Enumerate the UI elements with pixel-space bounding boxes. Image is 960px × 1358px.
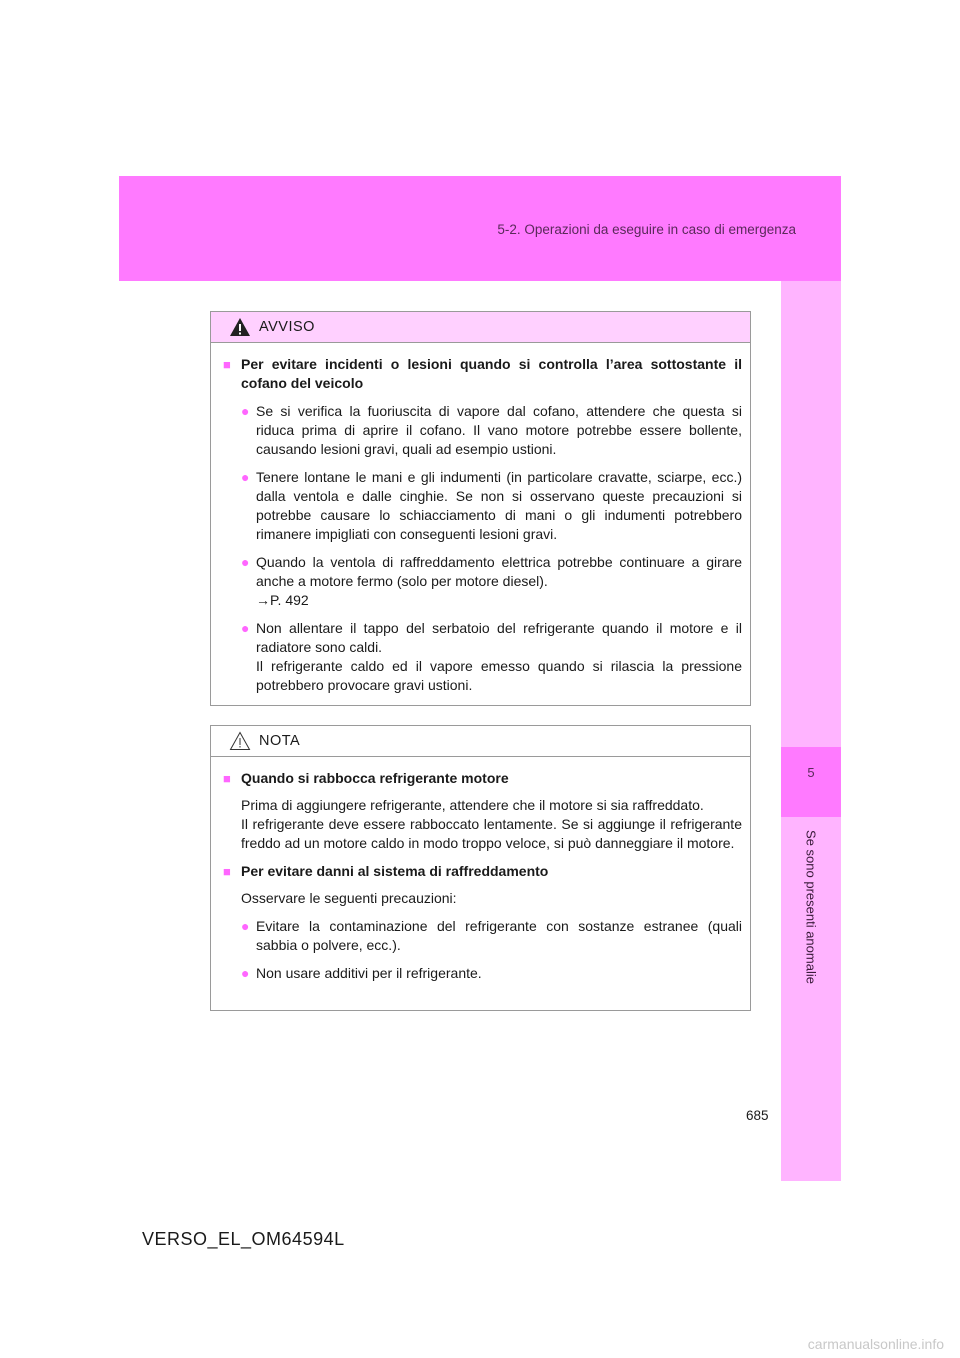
chapter-title: Se sono presenti anomalie: [803, 830, 819, 984]
note-box: [210, 725, 751, 1011]
square-bullet-icon: ■: [223, 771, 231, 786]
chapter-number: 5: [807, 765, 815, 780]
warning-bullet: ● Non allentare il tappo del serbatoio del refrigerante quando il motore e il radiatore sono caldi. Il refrigerante caldo ed il vapore emesso quando si rilascia la pressione potrebbero provocare gravi ustioni.: [241, 620, 742, 693]
warning-bullet: ● Se si verifica la fuoriuscita di vapore dal cofano, attendere che questa si riduca prima di aprire il cofano. Il vano motore potrebbe essere bollente, causando lesioni gravi, quali ad esempio ustioni.: [241, 403, 742, 457]
note-section-title: ■ Per evitare danni al sistema di raffreddamento: [223, 863, 549, 879]
warning-box-header: [211, 312, 750, 343]
warning-section-title: ■ Per evitare incidenti o lesioni quando si controlla l’area sottostante il cofano del veicolo: [223, 356, 742, 391]
chapter-title-container: [781, 817, 841, 997]
warning-bullet: ● Quando la ventola di raffreddamento elettrica potrebbe continuare a girare anche a motore fermo (solo per motore diesel). →P. 492: [241, 554, 742, 608]
round-bullet-icon: ●: [241, 965, 250, 981]
round-bullet-icon: ●: [241, 403, 250, 419]
note-section-title: ■ Quando si rabbocca refrigerante motore: [223, 770, 509, 786]
note-label: NOTA: [259, 733, 301, 749]
square-bullet-icon: ■: [223, 357, 231, 372]
note-box-header: [211, 726, 750, 757]
round-bullet-icon: ●: [241, 918, 250, 934]
site-watermark: carmanualsonline.info: [807, 1336, 944, 1352]
note-bullet: ● Evitare la contaminazione del refrigerante con sostanze estranee (quali sabbia o polvere, ecc.).: [241, 918, 742, 953]
round-bullet-icon: ●: [241, 469, 250, 485]
round-bullet-icon: ●: [241, 554, 250, 570]
warning-outline-icon: [229, 731, 251, 751]
round-bullet-icon: ●: [241, 620, 250, 636]
warning-box: [210, 311, 751, 706]
warning-box-body: [211, 343, 750, 695]
note-box-body: [211, 757, 750, 983]
note-paragraph: Osservare le seguenti precauzioni:: [241, 890, 457, 906]
page-reference-link[interactable]: →P. 492: [256, 592, 309, 608]
document-code: VERSO_EL_OM64594L: [142, 1229, 345, 1249]
square-bullet-icon: ■: [223, 864, 231, 879]
warning-bullet: ● Tenere lontane le mani e gli indumenti (in particolare cravatte, sciarpe, ecc.) dalla ventola e dalle cinghie. Se non si osservano queste precauzioni si potrebbe causare lo schiacciamento di mani o gli indumenti potrebbero rimanere impigliati con conseguenti lesioni gravi.: [241, 469, 742, 542]
note-bullet: ● Non usare additivi per il refrigerante.: [241, 965, 482, 981]
warning-filled-icon: [229, 317, 251, 337]
header-band: [119, 176, 841, 281]
section-header-title: 5-2. Operazioni da eseguire in caso di emergenza: [497, 222, 796, 237]
page-number: 685: [746, 1108, 769, 1123]
side-tab-upper: [781, 281, 841, 747]
warning-label: AVVISO: [259, 319, 315, 335]
note-paragraph: Prima di aggiungere refrigerante, attendere che il motore si sia raffreddato. Il refrigerante deve essere rabboccato lentamente. Se si aggiunge il refrigerante freddo ad un motore caldo in modo troppo veloce, si può danneggiare il motore.: [241, 797, 742, 851]
chapter-tab[interactable]: [781, 747, 841, 817]
